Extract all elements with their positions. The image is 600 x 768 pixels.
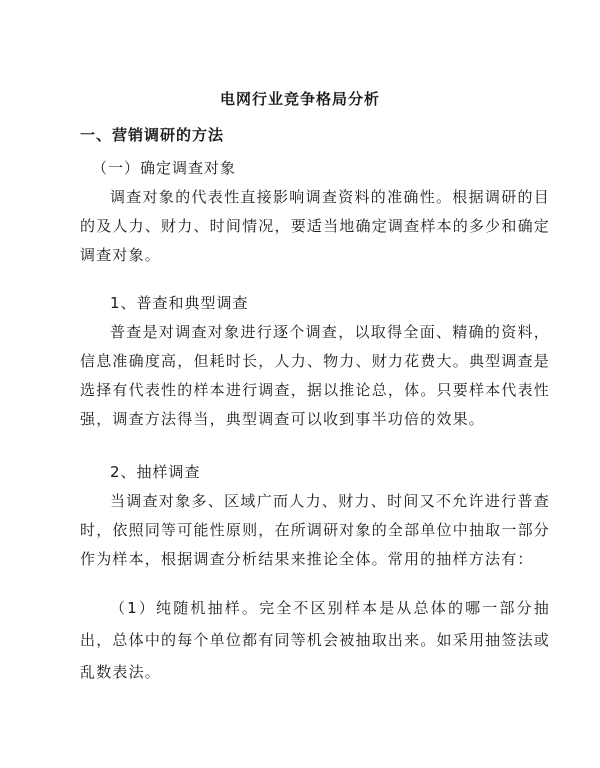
- paragraph-sampling-survey: 当调查对象多、区域广而人力、财力、时间又不允许进行普查时，依照同等可能性原则，在所调研对象的全部单位中抽取一部分作为样本，根据调查分析结果来推论全体。常用的抽样方法有：: [80, 492, 550, 568]
- list-item-simple-random-sampling: （1）纯随机抽样。完全不区别样本是从总体的哪一部分抽出，总体中的每个单位都有同等机会被抽取出来。如采用抽签法或乱数表法。: [80, 599, 550, 681]
- paragraph-survey-object: 调查对象的代表性直接影响调查资料的准确性。根据调研的目的及人力、财力、时间情况，要适当地确定调查样本的多少和确定调查对象。: [80, 188, 550, 264]
- paragraph-census-typical-survey: 普查是对调查对象进行逐个调查，以取得全面、精确的资料，信息准确度高，但耗时长，人力、物力、财力花费大。典型调查是选择有代表性的样本进行调查，据以推论总，体。只要样本代表性强，调查方法得当，典型调查可以收到事半功倍的效果。: [80, 323, 550, 428]
- subsection-heading-determine-survey-object: （一）确定调查对象: [92, 159, 237, 177]
- section-heading-marketing-research-methods: 一、营销调研的方法: [80, 126, 225, 144]
- subsection-heading-sampling-survey: 2、抽样调查: [110, 463, 201, 481]
- document-title: 电网行业竞争格局分析: [219, 90, 380, 108]
- subsection-heading-census-typical-survey: 1、普查和典型调查: [110, 294, 249, 312]
